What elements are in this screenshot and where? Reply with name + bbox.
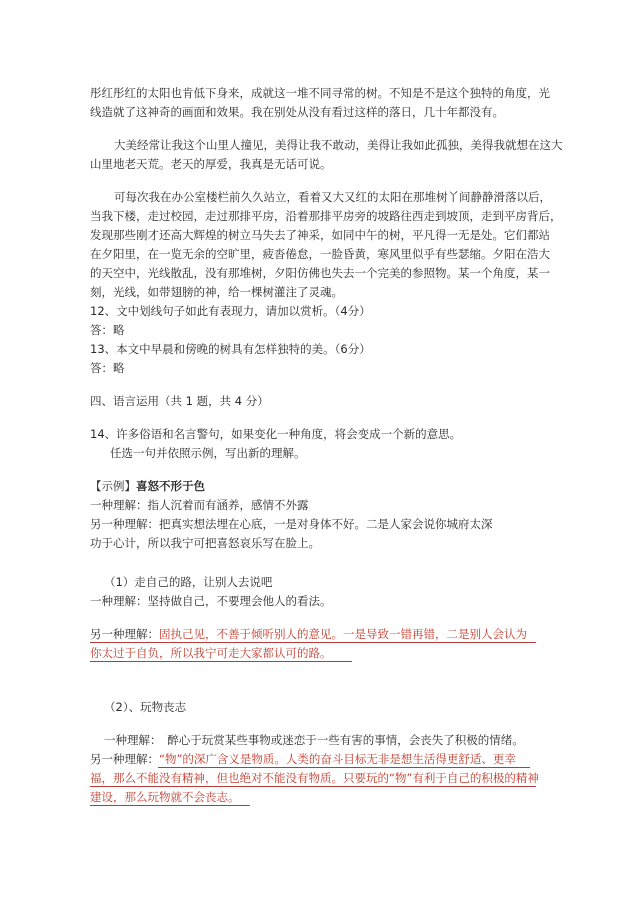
red-answer-text: “物”的深广含义是物质。人类的奋斗目标无非是想生活得更舒适、更幸	[159, 752, 516, 766]
item-1-alt-line	[90, 627, 527, 641]
question-14-instruction: 任选一句并依照示例，写出新的理解。	[110, 446, 306, 460]
alt-label: 另一种理解：	[90, 752, 159, 766]
section-title: 四、语言运用（共 1 题，共 4 分）	[90, 394, 269, 408]
underline	[90, 786, 536, 787]
passage-line: 当我下楼，走过校园，走过那排平房，沿着那排平房旁的坡路往西走到坡顶，走到平房背后，	[90, 209, 562, 223]
passage-line: 刻，光线，如带翅膀的神，给一棵树灌注了灵魂。	[90, 285, 343, 299]
item-2-understanding: 一种理解： 醉心于玩赏某些事物或迷恋于一些有害的事情，会丧失了积极的情绪。	[104, 733, 524, 747]
question-12: 12、文中划线句子如此有表现力，请加以赏析。（4分）	[90, 304, 371, 318]
red-answer-text: 固执己见，不善于倾听别人的意见。一是导致一错再错，二是别人会认为	[159, 627, 527, 641]
question-14: 14、许多俗语和名言警句，如果变化一种角度，将会变成一个新的意思。	[90, 427, 462, 441]
example-line: 功于心计，所以我宁可把喜怒哀乐写在脸上。	[90, 536, 320, 550]
item-2-alt-line	[90, 752, 516, 766]
passage-line: 发现那些刚才还高大辉煌的树立马失去了神采，如同中午的树，平凡得一无是处。它们都站	[90, 228, 550, 242]
red-answer-text: 福，那么不能没有精神，但也绝对不能没有物质。只要玩的“物”有利于自己的积极的精神	[90, 771, 539, 785]
underline	[90, 642, 536, 643]
passage-line: 大美经常让我这个山里人撞见，美得让我不敢动，美得让我如此孤独，美得我就想在这大	[114, 138, 563, 152]
red-answer-text: 建设，那么玩物就不会丧志。	[90, 790, 240, 804]
answer-12: 答：略	[90, 323, 125, 337]
question-13: 13、本文中早晨和傍晚的树具有怎样独特的美。（6分）	[90, 342, 371, 356]
passage-line: 可每次我在办公室楼栏前久久站立，看着又大又红的太阳在那堆树丫间静静滑落以后，	[114, 190, 551, 204]
item-2-title: （2）、玩物丧志	[104, 700, 187, 714]
item-1-understanding: 一种理解：坚持做自己，不要理会他人的看法。	[90, 594, 332, 608]
example-line: 另一种理解：把真实想法埋在心底，一是对身体不好。二是人家会说你城府太深	[90, 517, 493, 531]
answer-13: 答：略	[90, 361, 125, 375]
example-title	[90, 479, 205, 493]
example-line: 一种理解：指人沉着而有涵养，感情不外露	[90, 498, 309, 512]
red-answer-text: 你太过于自负，所以我宁可走大家都认可的路。	[90, 646, 332, 660]
passage-line: 的天空中，光线散乱，没有那堆树，夕阳仿佛也失去一个完美的参照物。某一个角度，某一	[90, 266, 550, 280]
underline	[90, 805, 250, 806]
passage-line: 彤红彤红的太阳也肯低下身来，成就这一堆不同寻常的树。不知是不是这个独特的角度，光	[90, 86, 550, 100]
passage-line: 在夕阳里，在一览无余的空旷里，疲沓倦怠，一脸昏黄，寒风里似乎有些瑟缩。夕阳在浩大	[90, 247, 550, 261]
alt-label: 另一种理解：	[90, 627, 159, 641]
passage-line: 线造就了这神奇的画面和效果。我在别处从没有看过这样的落日，几十年都没有。	[90, 105, 504, 119]
underline	[90, 661, 352, 662]
underline	[158, 767, 530, 768]
example-phrase: 喜怒不形于色	[136, 479, 205, 493]
passage-line: 山里地老天荒。老天的厚爱，我真是无话可说。	[90, 157, 332, 171]
item-1-title: （1）走自己的路，让别人去说吧	[104, 575, 273, 589]
example-label: 【示例】	[90, 479, 136, 493]
